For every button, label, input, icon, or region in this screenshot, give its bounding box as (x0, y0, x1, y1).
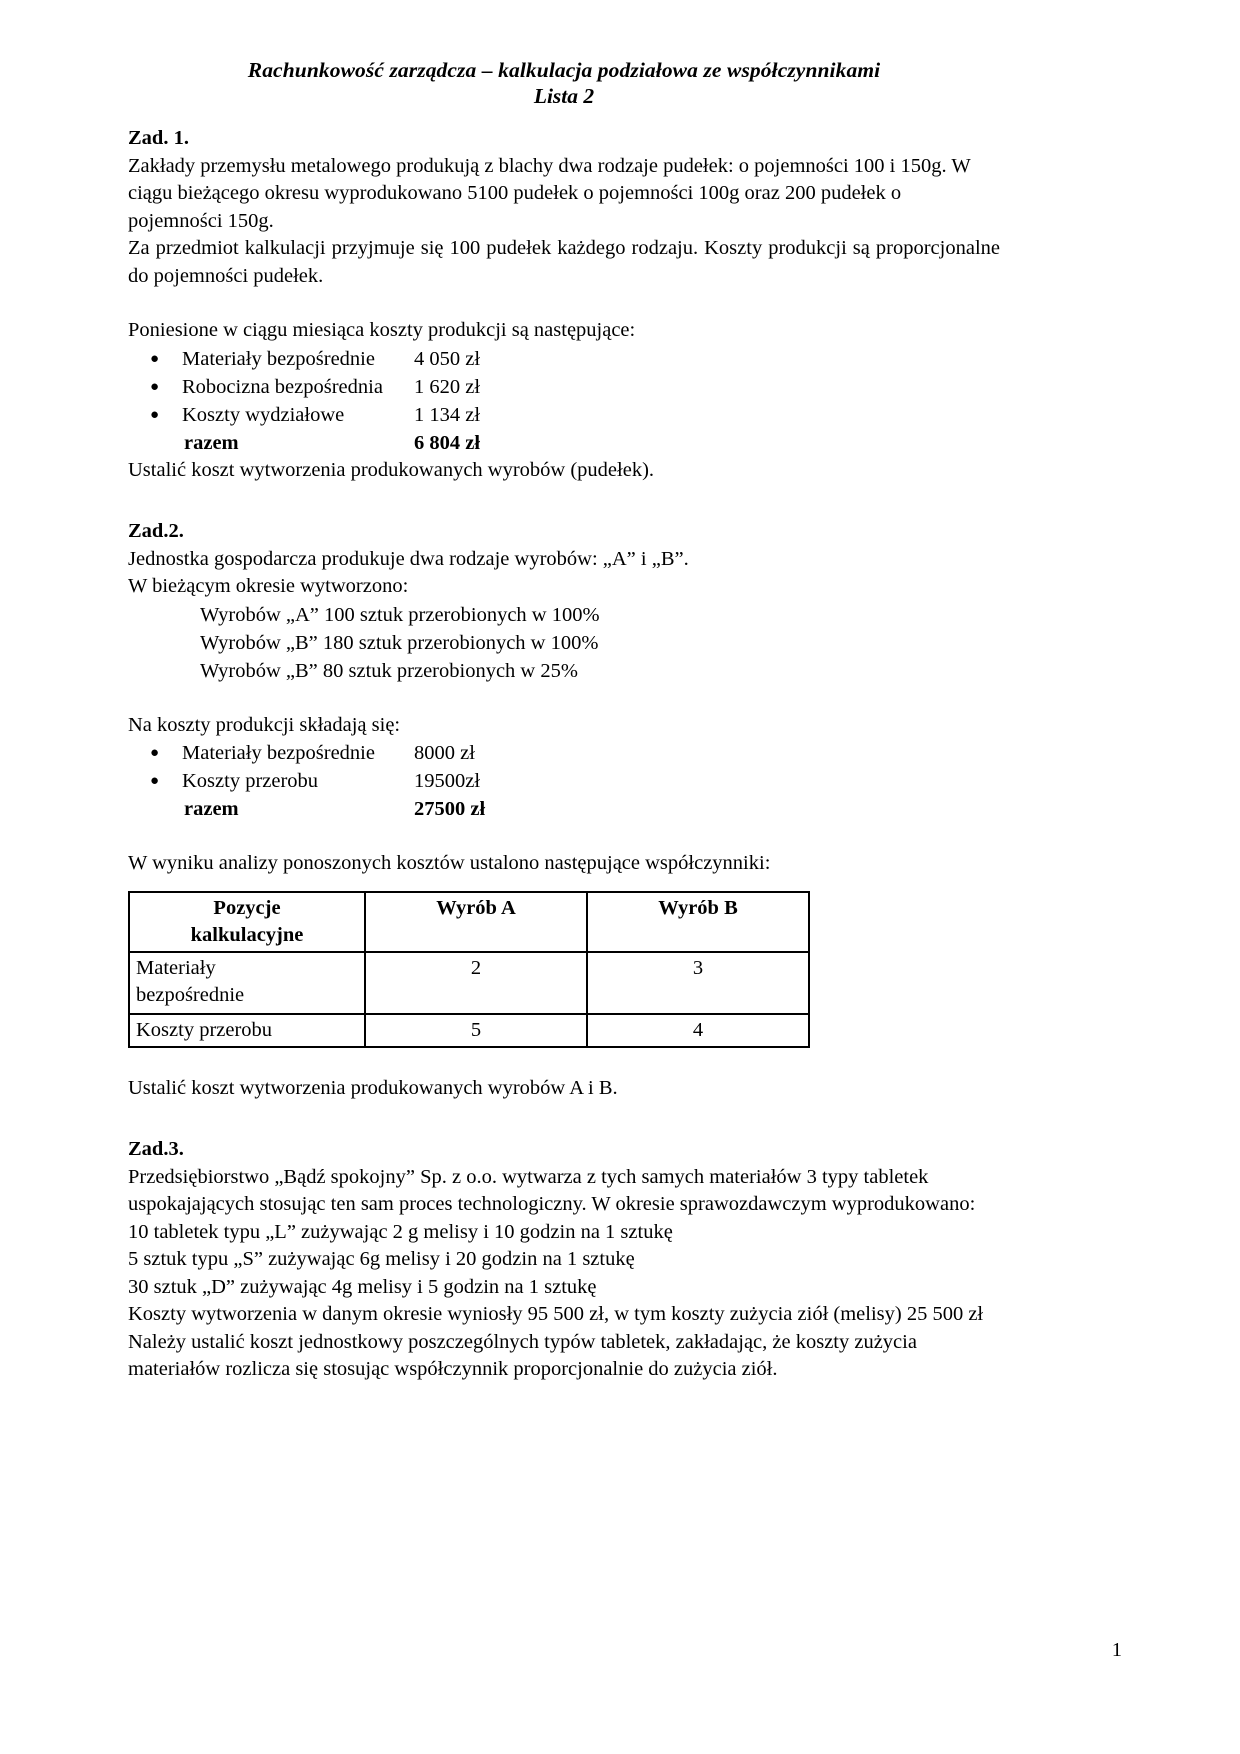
table-header-row (129, 892, 809, 952)
page-number: 1 (1111, 1639, 1122, 1661)
document-title: Rachunkowość zarządcza – kalkulacja podziałowa ze współczynnikami (247, 58, 881, 82)
cost-label: Robocizna bezpośrednia (182, 375, 383, 398)
task2-product-line: Wyrobów „B” 80 sztuk przerobionych w 25% (200, 659, 578, 682)
list-item (128, 373, 1000, 401)
cost-label: Koszty wydziałowe (182, 403, 345, 426)
task2-paragraph-2: W bieżącym okresie wytworzono: (128, 575, 409, 597)
bullet-icon: ● (150, 745, 160, 761)
list-item (128, 739, 1000, 767)
task2-table-intro: W wyniku analizy ponoszonych kosztów ustalono następujące współczynniki: (128, 852, 771, 874)
cost-label: Materiały bezpośrednie (182, 742, 375, 764)
document-content (128, 58, 1000, 1384)
cost-total-label: razem (184, 431, 239, 454)
bullet-icon: ● (150, 773, 160, 789)
bullet-icon: ● (150, 350, 160, 367)
cost-value: 4 050 zł (414, 347, 481, 370)
table-row (129, 1014, 809, 1047)
row-label-processing: Koszty przerobu (129, 1014, 365, 1047)
column-header-positions (129, 892, 365, 952)
task1-paragraph-2: Za przedmiot kalkulacji przyjmuje się 100 pudełek każdego rodzaju. Koszty produkcji są proporcjonalne do pojemności pudełek. (128, 237, 1000, 287)
cost-total-row (128, 795, 1000, 823)
task3-line: 10 tabletek typu „L” zużywając 2 g melisy i 10 godzin na 1 sztukę (128, 1220, 673, 1243)
task1-costs-intro: Poniesione w ciągu miesiąca koszty produkcji są następujące: (128, 319, 636, 341)
cost-total-value: 6 804 zł (414, 431, 481, 454)
task2-costs-intro: Na koszty produkcji składają się: (128, 713, 401, 736)
task2-product-line: Wyrobów „A” 100 sztuk przerobionych w 100% (200, 603, 600, 626)
task1-heading: Zad. 1. (128, 127, 189, 149)
column-header-product-a: Wyrób A (365, 892, 587, 952)
cell-materials-a: 2 (365, 952, 587, 1014)
table-header (129, 892, 809, 952)
cost-label: Materiały bezpośrednie (182, 347, 375, 370)
cell-processing-b: 4 (587, 1014, 809, 1047)
task2-heading: Zad.2. (128, 520, 184, 542)
cost-value: 1 620 zł (414, 375, 481, 398)
task3-line: 5 sztuk typu „S” zużywając 6g melisy i 20 godzin na 1 sztukę (128, 1248, 635, 1270)
list-item (128, 401, 1000, 429)
cost-total-value: 27500 zł (414, 798, 486, 820)
row-label-line-2: bezpośrednie (136, 983, 245, 1006)
column-header-product-b: Wyrób B (587, 892, 809, 952)
task3-paragraph-1: Przedsiębiorstwo „Bądź spokojny” Sp. z o.o. wytwarza z tych samych materiałów 3 typy tabletek uspokajających stosując ten sam proces technologiczny. W okresie sprawozdawczym wyprodukowano: (128, 1165, 976, 1215)
cell-processing-a: 5 (365, 1014, 587, 1047)
bullet-icon: ● (150, 378, 160, 395)
task2-question: Ustalić koszt wytworzenia produkowanych wyrobów A i B. (128, 1076, 618, 1099)
cost-value: 1 134 zł (414, 403, 481, 426)
task1-cost-list (128, 345, 1000, 457)
list-item (128, 767, 1000, 795)
task3-heading: Zad.3. (128, 1138, 184, 1160)
table-body (129, 952, 809, 1047)
header-line-2: kalkulacyjne (190, 923, 304, 946)
task3-line: 30 sztuk „D” zużywając 4g melisy i 5 godzin na 1 sztukę (128, 1275, 597, 1298)
task1-paragraph-1: Zakłady przemysłu metalowego produkują z blachy dwa rodzaje pudełek: o pojemności 100 i 150g. W ciągu bieżącego okresu wyprodukowano 5100 pudełek o pojemności 100g oraz 200 pudełek o pojemności 150g. (128, 154, 971, 232)
task3-paragraph-2: Koszty wytworzenia w danym okresie wyniosły 95 500 zł, w tym koszty zużycia ziół (melisy) 25 500 zł (128, 1303, 984, 1325)
task2-paragraph-1: Jednostka gospodarcza produkuje dwa rodzaje wyrobów: „A” i „B”. (128, 547, 689, 570)
task3-paragraph-3: Należy ustalić koszt jednostkowy poszczególnych typów tabletek, zakładając, że koszty zużycia materiałów rozlicza się stosując współczynnik proporcjonalnie do zużycia ziół. (128, 1330, 917, 1380)
document-subtitle: Lista 2 (533, 84, 595, 108)
row-label-materials (129, 952, 365, 1014)
coefficients-table (128, 891, 810, 1048)
cell-materials-b: 3 (587, 952, 809, 1014)
list-item (128, 345, 1000, 373)
cost-total-row (128, 429, 1000, 457)
table-row (129, 952, 809, 1014)
cost-value: 8000 zł (414, 742, 475, 764)
task2-product-line: Wyrobów „B” 180 sztuk przerobionych w 100% (200, 631, 599, 654)
header-line-1: Pozycje (213, 896, 281, 919)
row-label-line-1: Materiały (136, 956, 216, 979)
task2-cost-list (128, 739, 1000, 823)
bullet-icon: ● (150, 406, 160, 423)
cost-label: Koszty przerobu (182, 770, 319, 792)
cost-value: 19500zł (414, 770, 481, 792)
task1-question: Ustalić koszt wytworzenia produkowanych wyrobów (pudełek). (128, 458, 655, 481)
cost-total-label: razem (184, 798, 239, 820)
